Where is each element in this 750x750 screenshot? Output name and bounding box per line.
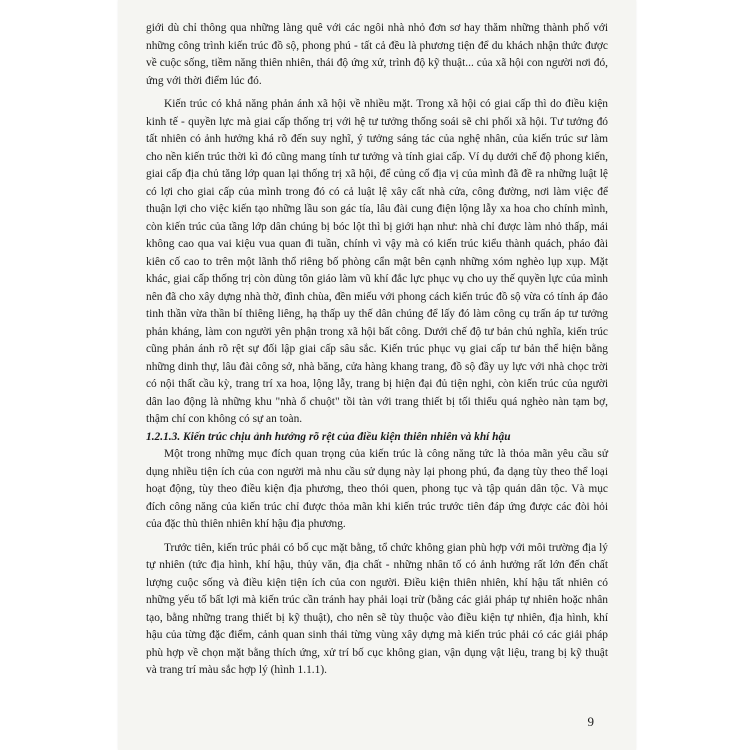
paragraph-1: giới dù chỉ thông qua những làng quê với các ngôi nhà nhỏ đơn sơ hay thăm những thành phố với những công trình kiến trúc đồ sộ, phong phú - tất cả đều là phương tiện để du khách nhận thức được về cuộc sống, tiềm năng thiên nhiên, thái độ ứng xử, trình độ kỹ thuật... của xã hội con người nơi đó, ứng với thời điểm lúc đó.	[146, 22, 608, 87]
page-number: 9	[587, 714, 594, 729]
section-heading: 1.2.1.3. Kiến trúc chịu ảnh hưởng rõ rệt của điều kiện thiên nhiên và khí hậu	[146, 430, 511, 443]
paragraph-3: Một trong những mục đích quan trọng của kiến trúc là công năng tức là thỏa mãn yêu cầu sử dụng nhiều tiện ích của con người mà nhu cầu sử dụng này lại phong phú, đa dạng tùy theo thể loại hoạt động, tùy theo điều kiện địa phương, theo thói quen, phong tục và tập quán dân tộc. Và mục đích công năng của kiến trúc chỉ được thỏa mãn khi kiến trúc trước tiên đáp ứng được các đòi hỏi của đặc thù thiên nhiên khí hậu địa phương.	[146, 448, 608, 530]
paragraph-2: Kiến trúc có khả năng phản ánh xã hội về nhiều mặt. Trong xã hội có giai cấp thì do điều kiện kinh tế - quyền lực mà giai cấp thống trị với hệ tư tưởng thống soái sẽ chi phối xã hội. Tư tưởng đó tất nhiên có ảnh hưởng khá rõ đến suy nghĩ, ý tưởng sáng tác của nghệ nhân, của kiến trúc sư làm cho nền kiến trúc thời kì đó cũng mang tính tư tưởng và tính giai cấp. Ví dụ dưới chế độ phong kiến, giai cấp địa chủ tăng lớp quan lại thống trị xã hội, để củng cố địa vị của mình đã đề ra những luật lệ có lợi cho giai cấp của mình trong đó có cả luật lệ xây cất nhà cửa, công đường, nơi làm việc để thuận lợi cho việc kiến tạo những lầu son gác tía, lâu đài cung điện lộng lẫy xa hoa cho chính mình, còn kiến trúc của tầng lớp dân chúng bị bóc lột thì bị giới hạn như: nhà chỉ được làm nhỏ thấp, mái không cao qua vai kiệu vua quan đi tuần, chính vì vậy mà có kiến trúc kiểu thành quách, pháo đài kiên cố cao to trên một lãnh thổ riêng bố phòng cẩn mật bên cạnh những xóm nghèo lụp xụp. Mặt khác, giai cấp thống trị còn dùng tôn giáo làm vũ khí đắc lực phục vụ cho uy thế quyền lực của mình nên đã cho xây dựng nhà thờ, đình chùa, đền miếu với phong cách kiến trúc đồ sộ vừa có tính áp đảo tinh thần vừa thần bí thiêng liêng, hạ thấp uy thế dân chúng để lấy đó làm công cụ trấn áp tư tưởng phản kháng, làm con người yên phận trong xã hội bất công. Dưới chế độ tư bản chủ nghĩa, kiến trúc cũng phản ánh rõ rệt sự đối lập giai cấp sâu sắc. Kiến trúc phục vụ giai cấp tư bản thể hiện bằng những dinh thự, lâu đài công sở, nhà băng, cửa hàng khang trang, đồ sộ đầy uy lực với nhà chọc trời có nội thất cầu kỳ, trang trí xa hoa, lộng lẫy, trang bị hiện đại đủ tiện nghi, còn kiến trúc của người dân lao động là những khu "nhà ổ chuột" tồi tàn với trang thiết bị tối thiểu quá nghèo nàn tạm bợ, thậm chí con không có sự an toàn.	[146, 98, 608, 425]
paragraph-4: Trước tiên, kiến trúc phải có bố cục mặt bằng, tổ chức không gian phù hợp với môi trường địa lý tự nhiên (tức địa hình, khí hậu, thủy văn, địa chất - những nhân tố có ảnh hưởng rất lớn đến chất lượng cuộc sống và điều kiện tiện ích của con người. Điều kiện thiên nhiên, khí hậu tất nhiên có những yếu tố bất lợi mà kiến trúc cần tránh hay phải loại trừ (bằng các giải pháp tự nhiên hoặc nhân tạo, bằng những trang thiết bị kỹ thuật), cho nên sẽ tùy thuộc vào điều kiện tự nhiên, địa hình, khí hậu của từng đặc điểm, cảnh quan sinh thái từng vùng xây dựng mà kiến trúc phải có các giải pháp phù hợp về chọn mặt bằng thích ứng, xử trí bố cục không gian, vận dụng vật liệu, trang bị kỹ thuật và trang trí màu sắc hợp lý (hình 1.1.1).	[146, 541, 608, 676]
body-text	[146, 20, 608, 680]
book-page	[118, 0, 636, 750]
